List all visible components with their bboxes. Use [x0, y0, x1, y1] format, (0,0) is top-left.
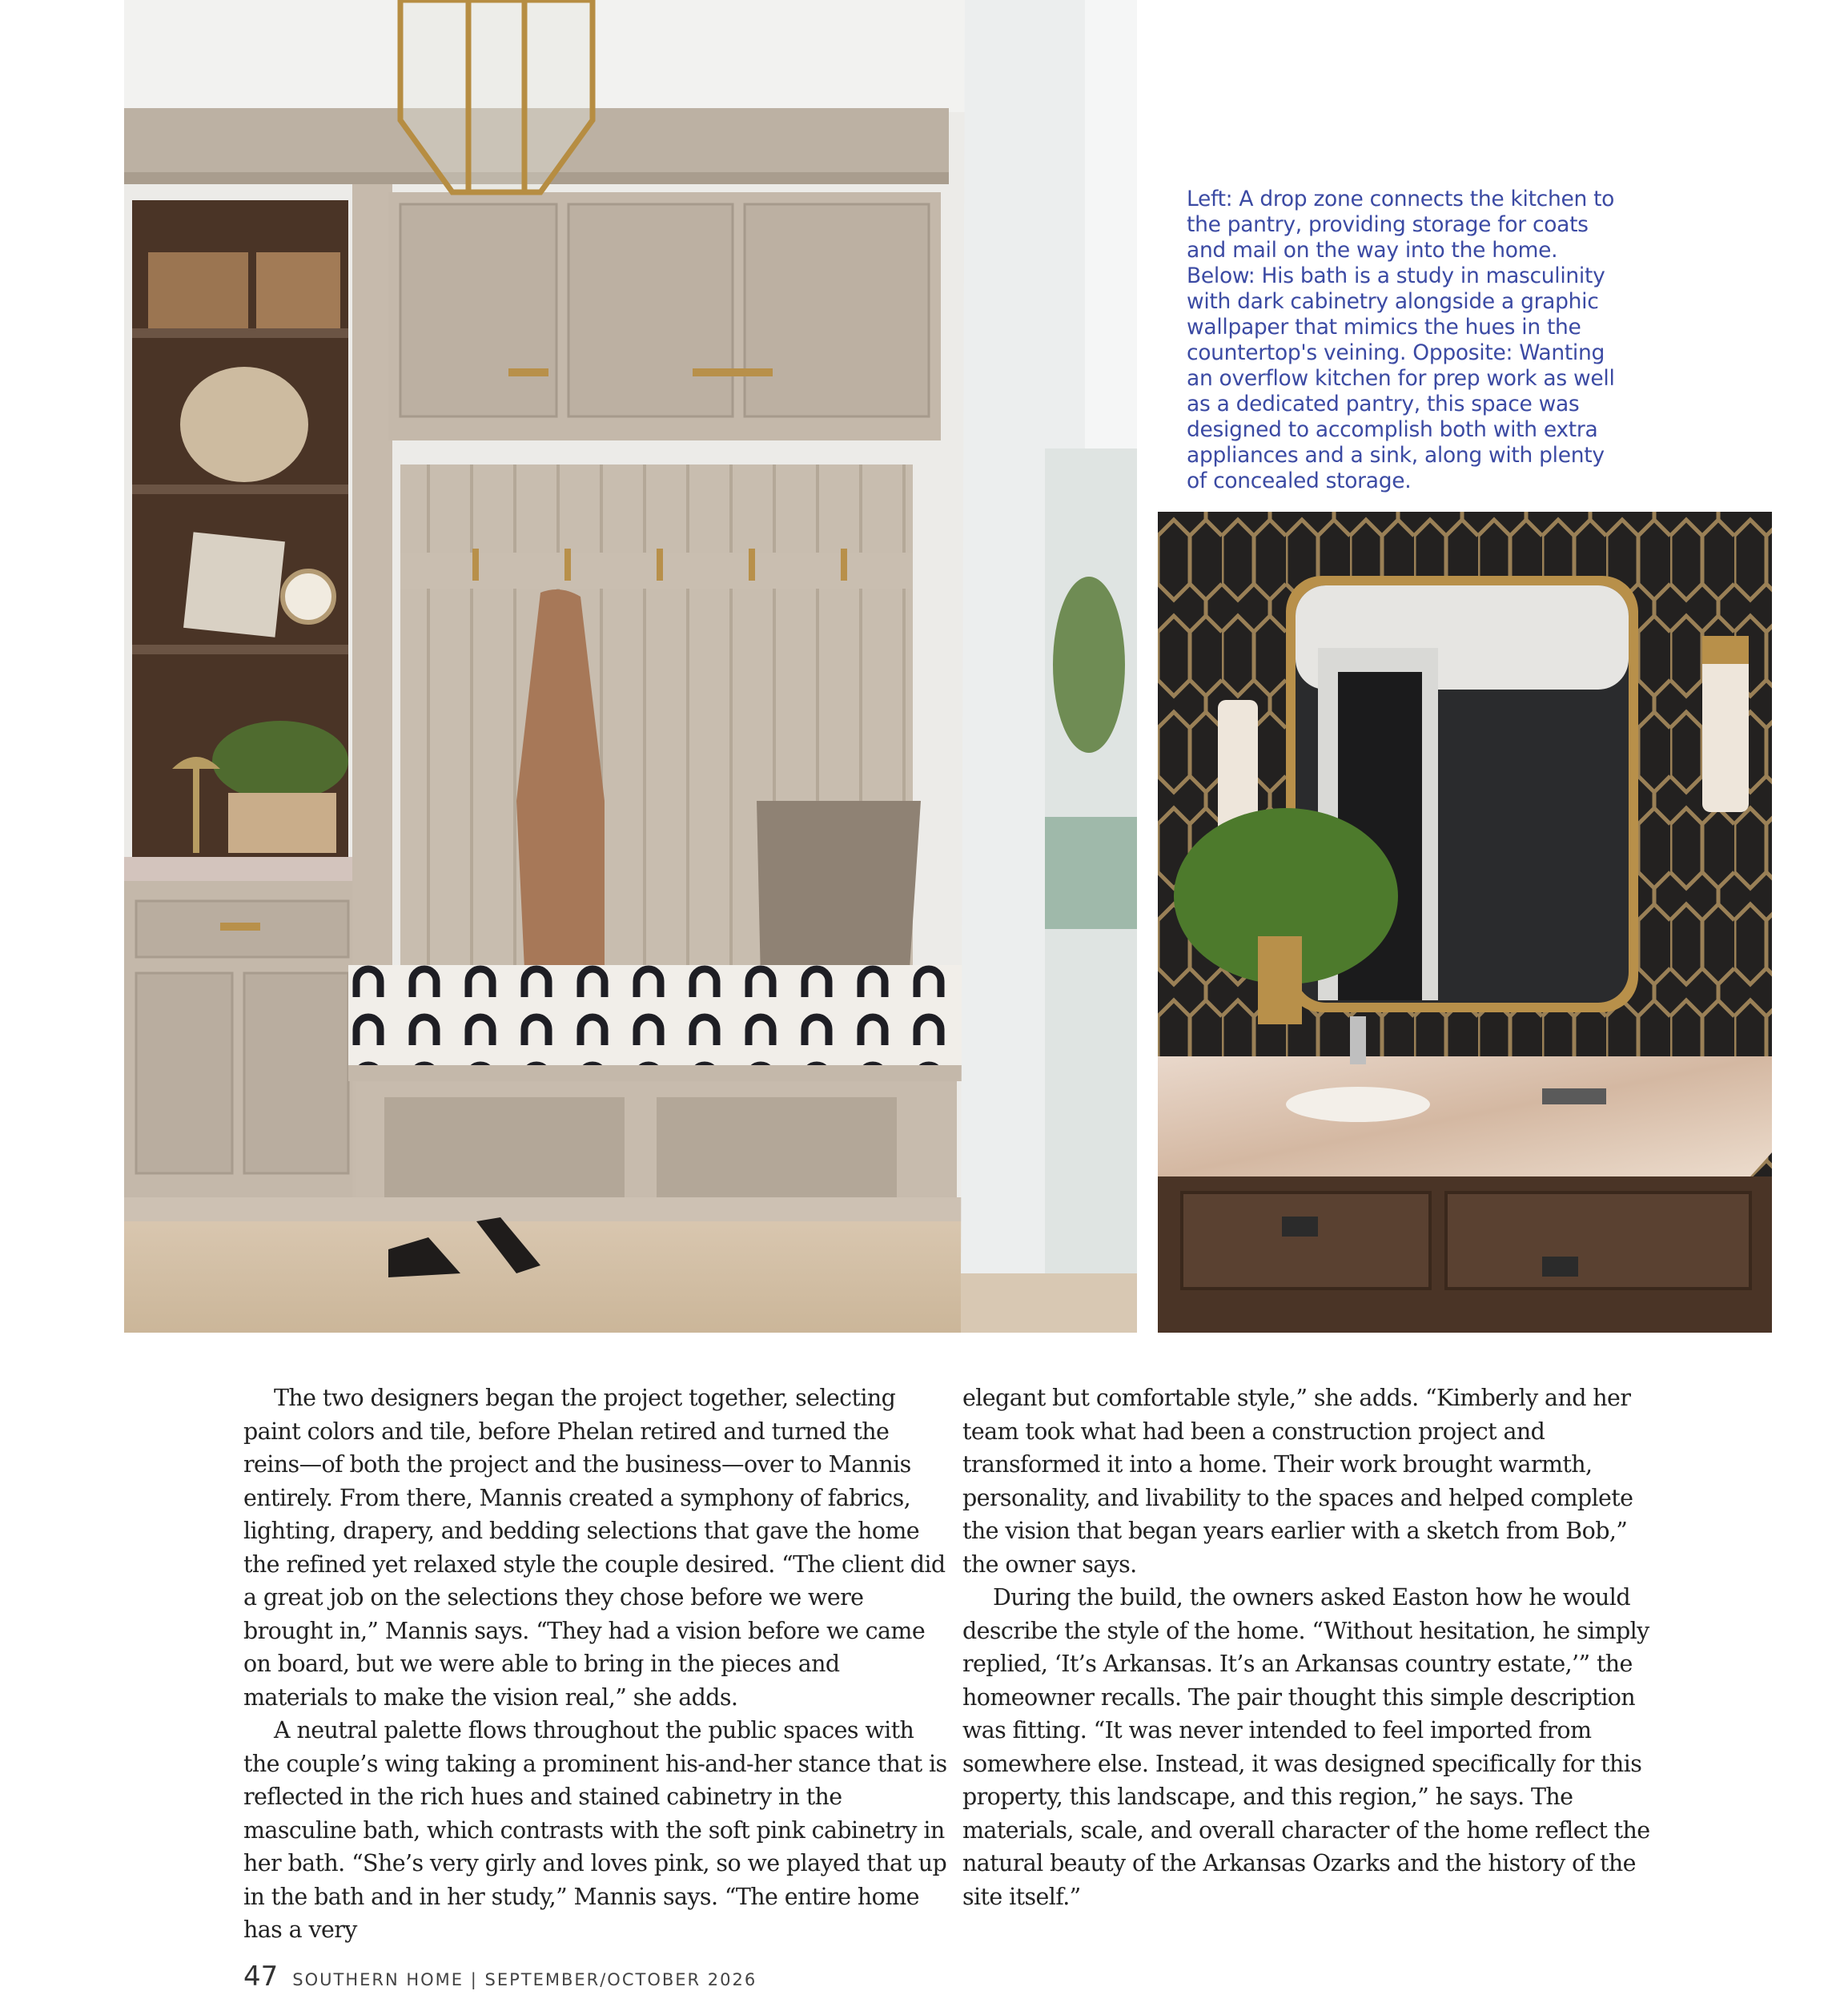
body-paragraph: A neutral palette flows throughout the public spaces with the couple’s wing taking a prominent his-and-her stance that is reflected in the rich hues and stained cabinetry in the masculine bath, which contrasts with the soft pink cabinetry in her bath. “She’s very girly and loves pink, so we played that up in the bath and in her study,” Mannis says. “The entire home has a very	[243, 1717, 947, 1943]
body-paragraph: During the build, the owners asked Easton how he would describe the style of the home. “Without hesitation, he simply replied, ‘It’s Arkansas. It’s an Arkansas country estate,’” the homeowner recalls. The pair thought this simple description was fitting. “It was never intended to feel imported from somewhere else. Instead, it was designed specifically for this property, this landscape, and this region,” he says. The materials, scale, and overall character of the home reflect the natural beauty of the Arkansas Ozarks and the history of the site itself.”	[962, 1584, 1650, 1910]
body-paragraph-continued: elegant but comfortable style,” she adds. “Kimberly and her team took what had been a construction project and transformed it into a home. Their work brought warmth, personality, and livability to the spaces and helped complete the vision that began years earlier with a sketch from Bob,” the owner says.	[962, 1385, 1633, 1578]
page-footer	[243, 1961, 757, 1993]
page-number: 47	[243, 1961, 279, 1993]
magazine-issue-line: SOUTHERN HOME | SEPTEMBER/OCTOBER 2026	[292, 1970, 757, 1989]
body-column-right	[962, 1382, 1667, 1913]
bath-illustration	[1158, 512, 1772, 1333]
photo-caption: Left: A drop zone connects the kitchen to the pantry, providing storage for coats and mail on the way into the home. Below: His bath is a study in masculinity with dark cabinetry alongside a graphic wallpaper that mimics the hues in the countertop's veining. Opposite: Wanting an overflow kitchen for prep work as well as a dedicated pantry, this space was designed to accomplish both with extra appliances and a sink, along with plenty of concealed storage.	[1187, 187, 1615, 493]
mudroom-photo	[124, 0, 1137, 1333]
mudroom-illustration	[124, 0, 1137, 1333]
body-column-left	[243, 1382, 948, 1947]
body-paragraph: The two designers began the project together, selecting paint colors and tile, before Phelan retired and turned the reins—of both the project and the business—over to Mannis entirely. From there, Mannis created a symphony of fabrics, lighting, drapery, and bedding selections that gave the home the refined yet relaxed style the couple desired. “The client did a great job on the selections they chose before we were brought in,” Mannis says. “They had a vision before we came on board, but we were able to bring in the pieces and materials to make the vision real,” she adds.	[243, 1385, 946, 1711]
bath-photo	[1158, 512, 1772, 1333]
